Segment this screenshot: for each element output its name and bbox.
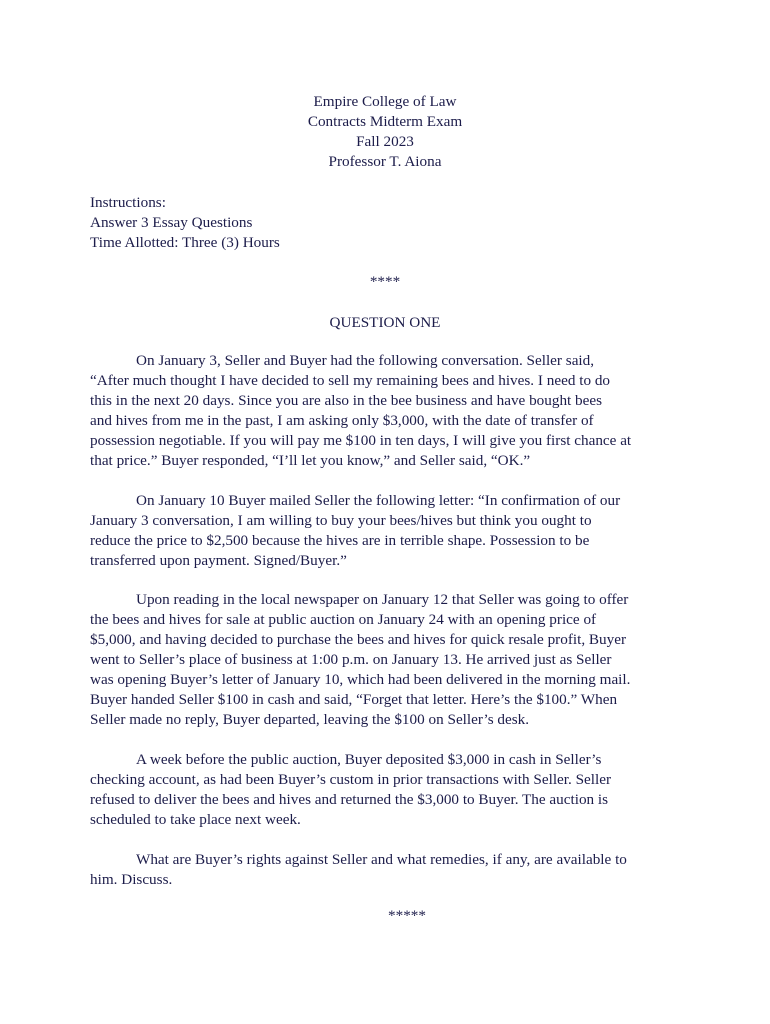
instructions-line-1: Answer 3 Essay Questions	[90, 214, 253, 231]
paragraph-1	[90, 351, 680, 471]
question-title: QUESTION ONE	[329, 314, 441, 331]
paragraph-line: Seller made no reply, Buyer departed, leaving the $100 on Seller’s desk.	[90, 711, 530, 728]
professor-name: Professor T. Aiona	[328, 153, 442, 170]
term: Fall 2023	[356, 133, 414, 150]
paragraph-line: the bees and hives for sale at public auction on January 24 with an opening price of	[90, 611, 597, 628]
paragraph-line: this in the next 20 days. Since you are also in the bee business and have bought bees	[90, 392, 603, 409]
paragraph-line: $5,000, and having decided to purchase the bees and hives for quick resale profit, Buyer	[90, 631, 627, 648]
paragraph-3	[90, 590, 680, 730]
instructions-heading: Instructions:	[90, 194, 166, 211]
paragraph-line: transferred upon payment. Signed/Buyer.”	[90, 552, 347, 569]
paragraph-line: and hives from me in the past, I am asking only $3,000, with the date of transfer of	[90, 412, 594, 429]
paragraph-line: What are Buyer’s rights against Seller and what remedies, if any, are available to	[136, 851, 627, 868]
paragraph-line: “After much thought I have decided to sell my remaining bees and hives. I need to do	[90, 372, 611, 389]
paragraph-line: reduce the price to $2,500 because the hives are in terrible shape. Possession to be	[90, 532, 590, 549]
paragraph-line: On January 3, Seller and Buyer had the following conversation. Seller said,	[136, 352, 595, 369]
separator-bottom: *****	[388, 907, 426, 924]
exam-header	[90, 92, 680, 172]
instructions-line-2: Time Allotted: Three (3) Hours	[90, 234, 280, 251]
separator-top: ****	[369, 273, 401, 290]
paragraph-2	[90, 491, 680, 571]
paragraph-4	[90, 750, 680, 830]
paragraph-line: scheduled to take place next week.	[90, 811, 301, 828]
paragraph-line: was opening Buyer’s letter of January 10, which had been delivered in the morning mail.	[90, 671, 631, 688]
paragraph-line: Buyer handed Seller $100 in cash and said, “Forget that letter. Here’s the $100.” When	[90, 691, 618, 708]
school-name: Empire College of Law	[313, 93, 457, 110]
paragraph-line: A week before the public auction, Buyer deposited $3,000 in cash in Seller’s	[136, 751, 602, 768]
course-title: Contracts Midterm Exam	[307, 113, 463, 130]
paragraph-5	[90, 850, 680, 890]
paragraph-line: possession negotiable. If you will pay me $100 in ten days, I will give you first chance at	[90, 432, 632, 449]
paragraph-line: On January 10 Buyer mailed Seller the following letter: “In confirmation of our	[136, 492, 621, 509]
paragraph-line: checking account, as had been Buyer’s custom in prior transactions with Seller. Seller	[90, 771, 612, 788]
paragraph-line: January 3 conversation, I am willing to buy your bees/hives but think you ought to	[90, 512, 592, 529]
paragraph-line: went to Seller’s place of business at 1:00 p.m. on January 13. He arrived just as Seller	[90, 651, 612, 668]
paragraph-line: that price.” Buyer responded, “I’ll let you know,” and Seller said, “OK.”	[90, 452, 531, 469]
paragraph-line: refused to deliver the bees and hives and returned the $3,000 to Buyer. The auction is	[90, 791, 609, 808]
paragraph-line: Upon reading in the local newspaper on January 12 that Seller was going to offer	[136, 591, 629, 608]
paragraph-line: him. Discuss.	[90, 871, 173, 888]
instructions	[90, 193, 680, 253]
